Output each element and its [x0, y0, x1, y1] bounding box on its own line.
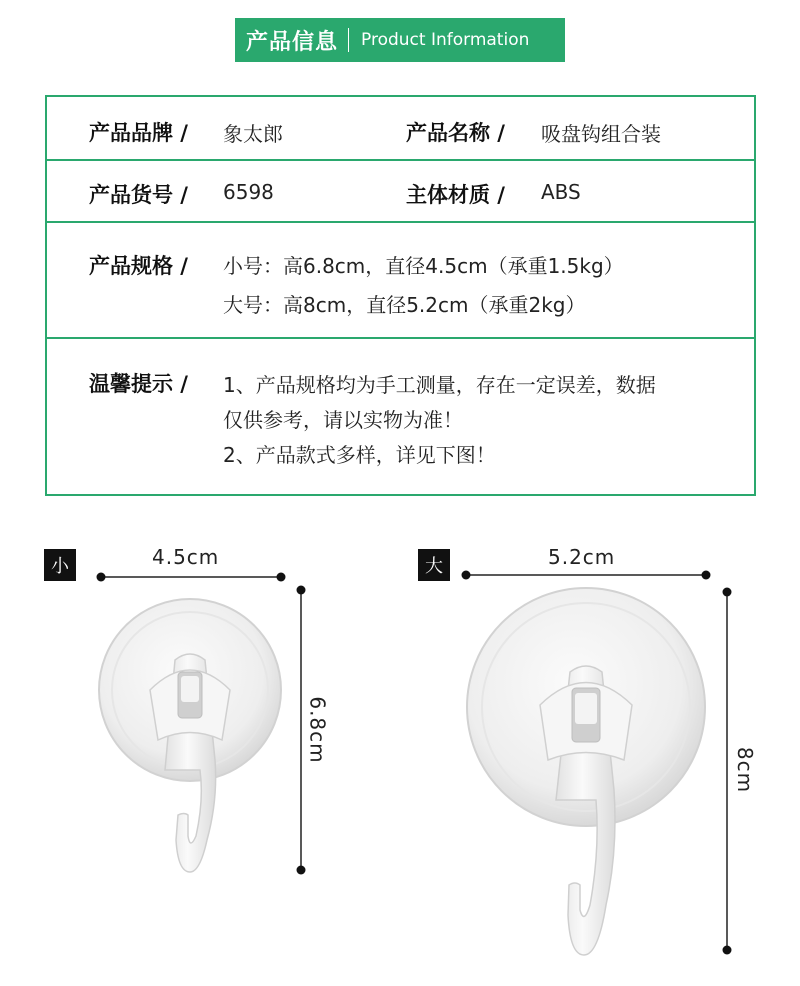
small-width-dimension [97, 573, 286, 582]
brand-label: 产品品牌 / [89, 121, 188, 145]
tips-line-2: 仅供参考，请以实物为准！ [223, 408, 463, 432]
small-suction-hook [99, 599, 281, 872]
sku-value: 6598 [223, 180, 274, 204]
tips-line-1: 1、产品规格均为手工测量，存在一定误差，数据 [223, 373, 656, 397]
small-height-dimension [297, 586, 306, 875]
large-width-dimension [462, 571, 711, 580]
large-height-dimension [723, 588, 732, 955]
small-width-label: 4.5cm [152, 545, 220, 569]
product-name-value: 吸盘钩组合装 [541, 122, 661, 146]
tips-label: 温馨提示 / [89, 372, 188, 396]
header-title-cn: 产品信息 [246, 29, 339, 55]
small-height-label: 6.8cm [305, 696, 330, 764]
material-label: 主体材质 / [406, 183, 505, 207]
brand-value: 象太郎 [223, 122, 283, 146]
material-value: ABS [541, 180, 581, 204]
tips-line-3: 2、产品款式多样，详见下图！ [223, 443, 496, 467]
size-large-text: 大号：高8cm，直径5.2cm（承重2kg） [223, 293, 586, 317]
small-size-badge: 小 [44, 549, 76, 581]
product-name-label: 产品名称 / [406, 121, 505, 145]
sku-label: 产品货号 / [89, 183, 188, 207]
large-width-label: 5.2cm [548, 545, 616, 569]
large-size-badge: 大 [418, 549, 450, 581]
header-title-en: Product Information [361, 30, 530, 50]
large-suction-hook [467, 588, 705, 955]
size-small-text: 小号：高6.8cm，直径4.5cm（承重1.5kg） [223, 254, 624, 278]
large-height-label: 8cm [733, 746, 758, 794]
size-label: 产品规格 / [89, 254, 188, 278]
